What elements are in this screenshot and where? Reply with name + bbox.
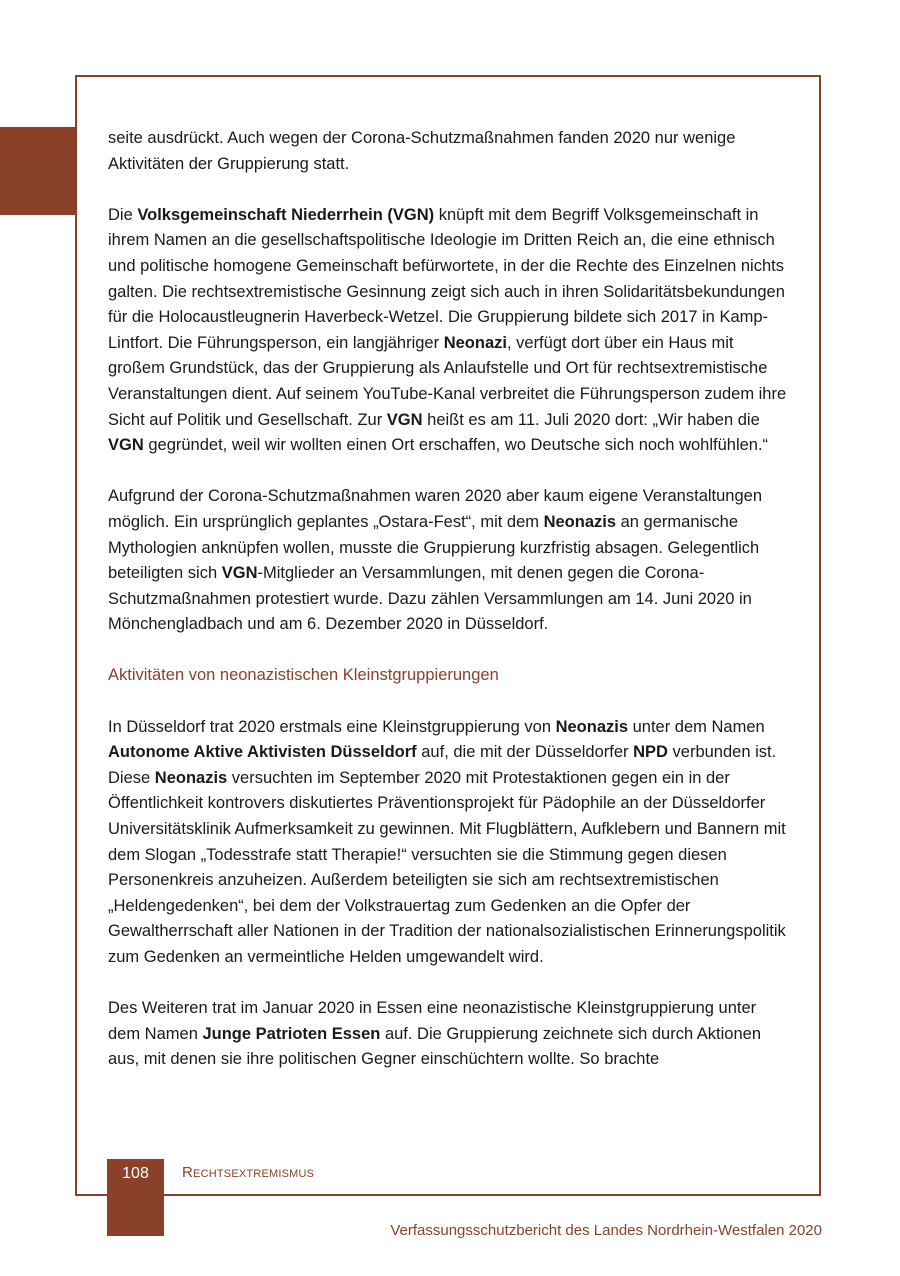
footer-text: Verfassungsschutzbericht des Landes Nordrhein-Westfalen 2020 bbox=[390, 1222, 822, 1239]
text-run: seite ausdrückt. Auch wegen der Corona-Schutzmaßnahmen fanden 2020 nur wenige Aktivitäten der Gruppierung statt. bbox=[108, 129, 736, 173]
bold-term: Junge Patrioten Essen bbox=[202, 1024, 381, 1043]
text-run: -Mitglieder an Versammlungen, mit denen gegen die Corona-Schutzmaßnahmen protestiert wurde. Dazu zählen Versammlungen am 14. Juni 2020 in Mönchengladbach und am 6. Dezember 2020 in Düsseldorf. bbox=[108, 564, 752, 634]
bold-term: VGN bbox=[221, 564, 258, 583]
text-run: unter dem Namen bbox=[628, 717, 765, 736]
bold-term: Neonazi bbox=[443, 333, 507, 352]
body-text bbox=[108, 126, 792, 1099]
text-run: an germanische Mythologien anknüpfen wollen, musste die Gruppierung kurzfristig absagen. Gelegentlich beteiligten sich bbox=[108, 512, 760, 583]
bold-term: Neonazis bbox=[543, 512, 617, 531]
paragraph bbox=[108, 715, 792, 971]
bold-term: NPD bbox=[633, 743, 668, 762]
bold-term: VGN bbox=[386, 410, 423, 429]
text-run: versuchten im September 2020 mit Protestaktionen gegen ein in der Öffentlichkeit kontrovers diskutiertes Präventionsprojekt für Pädophile an der Düsseldorfer Universitätsklinik Aufmerksamkeit zu gewinnen. Mit Flugblättern, Aufklebern und Bannern mit dem Slogan „Todesstrafe statt Therapie!“ versuchten sie die Stimmung gegen diesen Personenkreis anzuheizen. Außerdem beteiligten sie sich am rechtsextremistischen „Heldengedenken“, bei dem der Volkstrauertag zum Gedenken an die Opfer der Gewaltherrschaft aller Nationen in der Tradition der nationalsozialistischen Erinnerungspolitik zum Gedenken an vermeintliche Helden umgewandelt wird. bbox=[108, 768, 786, 966]
text-run: Die bbox=[108, 205, 138, 224]
text-run: gegründet, weil wir wollten einen Ort erschaffen, wo Deutsche sich noch wohlfühlen.“ bbox=[143, 436, 769, 455]
page-number-box bbox=[107, 1159, 164, 1236]
text-run: heißt es am 11. Juli 2020 dort: „Wir haben die bbox=[422, 410, 760, 429]
section-label: Rechtsextremismus bbox=[182, 1164, 315, 1181]
bold-term: Neonazis bbox=[555, 717, 629, 736]
text-run: knüpft mit dem Begriff Volksgemeinschaft in ihrem Namen an die gesellschaftspolitische Ideologie im Dritten Reich an, die eine ethnisch und politische homogene Gemeinschaft befürwortete, in der die Rechte des Einzelnen nichts galten. Die rechtsextremistische Gesinnung zeigt sich auch in ihren Solidaritätsbekundungen für die Holocaustleugnerin Haverbeck-Wetzel. Die Gruppierung bildete sich 2017 in Kamp-Lintfort. Die Führungsperson, ein langjähriger bbox=[108, 205, 785, 352]
bold-term: VGN bbox=[108, 436, 144, 455]
bold-term: Autonome Aktive Aktivisten Düsseldorf bbox=[108, 743, 417, 762]
page-number: 108 bbox=[122, 1165, 149, 1182]
text-run: verbunden ist. Diese bbox=[108, 743, 777, 787]
bold-term: Neonazis bbox=[154, 768, 228, 787]
bold-term: Volksgemeinschaft Niederrhein (VGN) bbox=[137, 205, 435, 224]
paragraph bbox=[108, 203, 792, 459]
paragraph bbox=[108, 996, 792, 1073]
text-run: Des Weiteren trat im Januar 2020 in Essen eine neonazistische Kleinstgruppierung unter dem Namen bbox=[108, 999, 757, 1043]
text-run: auf, die mit der Düsseldorfer bbox=[416, 743, 634, 762]
text-run: auf. Die Gruppierung zeichnete sich durch Aktionen aus, mit denen sie ihre politischen Gegner einschüchtern wollte. So brachte bbox=[108, 1024, 762, 1069]
section-heading: Aktivitäten von neonazistischen Kleinstgruppierungen bbox=[108, 666, 499, 685]
paragraph bbox=[108, 484, 792, 638]
text-run: , verfügt dort über ein Haus mit großem Grundstück, das der Gruppierung als Anlaufstelle und Ort für rechtsextremistische Veranstaltungen dient. Auf seinem YouTube-Kanal verbreitet die Führungsperson zudem ihre Sicht auf Politik und Gesellschaft. Zur bbox=[108, 333, 787, 429]
text-run: Aufgrund der Corona-Schutzmaßnahmen waren 2020 aber kaum eigene Veranstaltungen möglich. Ein ursprünglich geplantes „Ostara-Fest“, mit dem bbox=[108, 487, 762, 531]
side-tab-marker bbox=[0, 127, 76, 215]
text-run: In Düsseldorf trat 2020 erstmals eine Kleinstgruppierung von bbox=[108, 717, 556, 736]
paragraph bbox=[108, 126, 792, 177]
